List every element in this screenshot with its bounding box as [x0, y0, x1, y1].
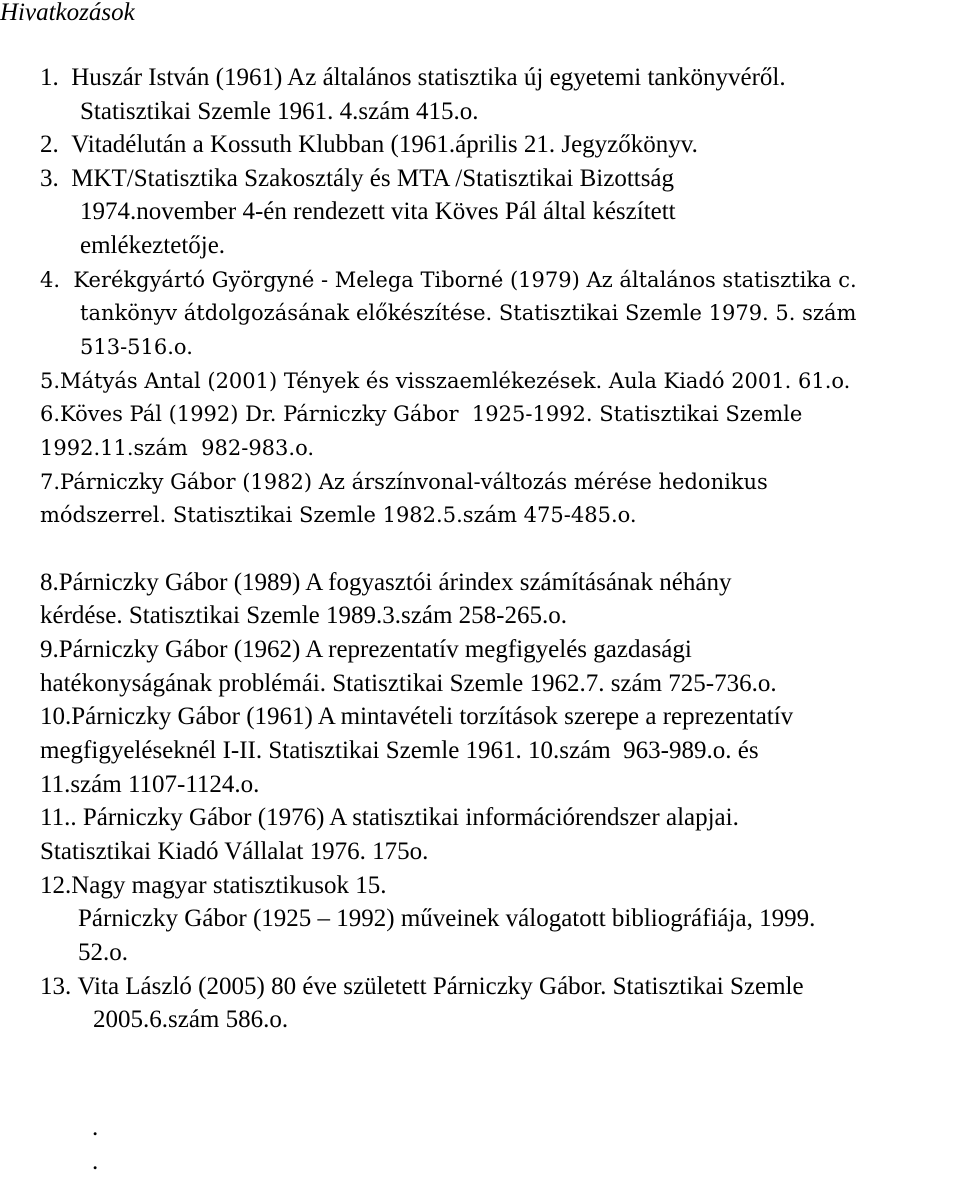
reference-4-line-3: 513-516.o.: [80, 335, 193, 359]
reference-12-line-1: 12.Nagy magyar statisztikusok 15.: [40, 872, 387, 899]
page-heading: Hivatkozások: [0, 0, 135, 26]
trailing-dot-1: .: [92, 1114, 99, 1141]
reference-5-line-1: 5.Mátyás Antal (2001) Tények és visszaemlékezések. Aula Kiadó 2001. 61.o.: [40, 369, 851, 393]
reference-8-line-1: 8.Párniczky Gábor (1989) A fogyasztói árindex számításának néhány: [40, 569, 732, 596]
trailing-dot-2: .: [92, 1148, 99, 1175]
reference-7-line-1: 7.Párniczky Gábor (1982) Az árszínvonal-változás mérése hedonikus: [40, 470, 768, 494]
reference-9-line-1: 9.Párniczky Gábor (1962) A reprezentatív megfigyelés gazdasági: [40, 636, 692, 663]
reference-11-line-2: Statisztikai Kiadó Vállalat 1976. 175o.: [40, 838, 429, 865]
reference-2-line-1: 2. Vitadélután a Kossuth Klubban (1961.április 21. Jegyzőkönyv.: [40, 131, 698, 158]
reference-13-line-1: 13. Vita László (2005) 80 éve született Párniczky Gábor. Statisztikai Szemle: [40, 973, 804, 1000]
reference-1-line-1: 1. Huszár István (1961) Az általános statisztika új egyetemi tankönyvéről.: [40, 64, 786, 91]
reference-1-line-2: Statisztikai Szemle 1961. 4.szám 415.o.: [80, 98, 479, 125]
reference-7-line-2: módszerrel. Statisztikai Szemle 1982.5.szám 475-485.o.: [40, 503, 637, 527]
reference-3-line-3: emlékeztetője.: [80, 232, 226, 259]
reference-3-line-2: 1974.november 4-én rendezett vita Köves Pál által készített: [80, 198, 676, 225]
reference-6-line-1: 6.Köves Pál (1992) Dr. Párniczky Gábor 1925-1992. Statisztikai Szemle: [40, 402, 803, 426]
reference-9-line-2: hatékonyságának problémái. Statisztikai Szemle 1962.7. szám 725-736.o.: [40, 670, 777, 697]
reference-4-line-1: 4. Kerékgyártó Györgyné - Melega Tiborné (1979) Az általános statisztika c.: [40, 268, 857, 292]
reference-11-line-1: 11.. Párniczky Gábor (1976) A statisztikai információrendszer alapjai.: [40, 804, 739, 831]
reference-10-line-3: 11.szám 1107-1124.o.: [40, 771, 260, 798]
reference-13-line-2: 2005.6.szám 586.o.: [93, 1006, 289, 1033]
reference-8-line-2: kérdése. Statisztikai Szemle 1989.3.szám 258-265.o.: [40, 602, 567, 629]
reference-10-line-2: megfigyeléseknél I-II. Statisztikai Szemle 1961. 10.szám 963-989.o. és: [40, 737, 759, 764]
reference-12-line-2: Párniczky Gábor (1925 – 1992) műveinek válogatott bibliográfiája, 1999.: [78, 905, 816, 932]
reference-10-line-1: 10.Párniczky Gábor (1961) A mintavételi torzítások szerepe a reprezentatív: [40, 703, 794, 730]
reference-6-line-2: 1992.11.szám 982-983.o.: [40, 436, 315, 460]
reference-3-line-1: 3. MKT/Statisztika Szakosztály és MTA /Statisztikai Bizottság: [40, 165, 675, 192]
reference-12-line-3: 52.o.: [78, 939, 128, 966]
reference-4-line-2: tankönyv átdolgozásának előkészítése. Statisztikai Szemle 1979. 5. szám: [80, 301, 857, 325]
